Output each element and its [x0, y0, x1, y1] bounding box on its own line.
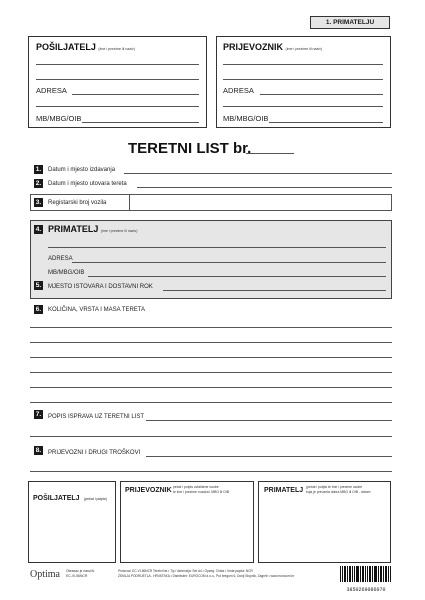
barcode — [340, 566, 392, 593]
doc-title: TERETNI LIST br. — [128, 140, 252, 157]
sender-hint: (ime i prezime ili naziv) — [98, 47, 135, 51]
signature-sender-title-text: POŠILJATELJ — [33, 495, 80, 502]
sender-line-2[interactable] — [36, 79, 199, 80]
barcode-number: 3850269086070 — [346, 587, 386, 593]
cargo-line-2[interactable] — [30, 342, 392, 343]
signature-carrier-title: PRIJEVOZNIK — [125, 487, 172, 494]
costs-line-1[interactable] — [146, 456, 392, 457]
sender-title — [36, 42, 135, 52]
row-3-number: 3. — [35, 199, 42, 206]
carrier-line-1[interactable] — [223, 64, 383, 65]
sender-id-label: MB/MBG/OIB — [36, 114, 82, 123]
signature-sender-hint: (pečat i potpis) — [84, 497, 107, 501]
signature-carrier-hint-1: pečat i potpis ovlaštene osobe — [173, 485, 219, 489]
carrier-title — [223, 42, 322, 52]
cargo-label: KOLIČINA, VRSTA I MASA TERETA — [48, 307, 146, 313]
footer-details-2: ZEMLJA PODRIJETLA - HRVATSKA • Distributer: EUROCOM d.o.o., Put bregom 6, Donji Stupnik, Zagreb • www.eurocom.hr — [118, 574, 295, 578]
recipient-title — [48, 224, 137, 234]
sender-line-1[interactable] — [36, 64, 199, 65]
cargo-line-4[interactable] — [30, 372, 392, 373]
recipient-number: 4. — [35, 226, 42, 233]
recipient-hint: (ime i prezime ili naziv) — [100, 229, 138, 233]
row-2-number: 2. — [35, 180, 42, 187]
unloading-label: MJESTO ISTOVARA I DOSTAVNI ROK — [48, 284, 153, 290]
footer-code: EC-VI-56NCR — [66, 574, 88, 578]
cargo-line-1[interactable] — [30, 327, 392, 328]
recipient-id-label: MB/MBG/OIB — [48, 270, 85, 276]
cargo-number: 6. — [35, 306, 42, 313]
costs-label: PRIJEVOZNI I DRUGI TROŠKOVI — [48, 450, 141, 456]
cargo-line-3[interactable] — [30, 357, 392, 358]
carrier-line-2[interactable] — [223, 79, 383, 80]
barcode-icon — [340, 566, 392, 582]
carrier-address-line[interactable] — [260, 94, 383, 95]
sender-id-line[interactable] — [82, 122, 199, 123]
signature-sender-title — [33, 487, 107, 505]
sender-address-label: ADRESA — [36, 86, 67, 95]
sender-address-line[interactable] — [72, 94, 199, 95]
brand-logo: Optima — [30, 569, 60, 580]
documents-number: 7. — [35, 411, 42, 418]
recipient-address-label: ADRESA — [48, 256, 73, 262]
copy-tag: 1. PRIMATELJU — [310, 16, 390, 29]
signature-recipient-title: PRIMATELJ — [264, 487, 304, 494]
recipient-id-line[interactable] — [88, 276, 386, 277]
recipient-line-1[interactable] — [48, 247, 386, 248]
unloading-line[interactable] — [163, 290, 386, 291]
recipient-title-text: PRIMATELJ — [48, 224, 99, 234]
carrier-id-line[interactable] — [269, 122, 383, 123]
carrier-id-label: MB/MBG/OIB — [223, 114, 269, 123]
sender-title-text: POŠILJATELJ — [36, 42, 96, 52]
footer-details-1: Proizvod: EC-VI-56NCR Teretni list • Tip / dimenzija: Set A4 • Opseg: 3 lista • Vrsta papira: NCR — [118, 569, 253, 573]
row-1-label: Datum i mjesto izdavanja — [48, 167, 116, 173]
cargo-line-5[interactable] — [30, 387, 392, 388]
row-2-label: Datum i mjesto utovara tereta — [48, 181, 127, 187]
carrier-title-text: PRIJEVOZNIK — [223, 42, 284, 52]
recipient-address-line[interactable] — [72, 262, 386, 263]
doc-number-line[interactable] — [246, 153, 294, 154]
row-3-label: Registarski broj vozila — [48, 200, 107, 206]
documents-line-1[interactable] — [146, 420, 392, 421]
row-3-input[interactable] — [131, 195, 391, 210]
costs-line-2[interactable] — [30, 471, 392, 472]
carrier-line-3[interactable] — [223, 106, 383, 107]
documents-label: POPIS ISPRAVA UZ TERETNI LIST — [48, 414, 145, 420]
footer-code-label: Obrazac je naručiv — [66, 569, 95, 573]
documents-line-2[interactable] — [30, 436, 392, 437]
carrier-hint: (ime i prezime ili naziv) — [285, 47, 323, 51]
row-1-line[interactable] — [124, 173, 392, 174]
carrier-address-label: ADRESA — [223, 86, 254, 95]
row-1-number: 1. — [35, 166, 42, 173]
signature-carrier-hint-2: te ime i prezime vozača i MBG ili OIB — [173, 490, 229, 494]
signature-recipient-hint-2: koja je preuzela dobra MBG ili OIB - datum — [306, 490, 371, 494]
row-2-line[interactable] — [137, 187, 392, 188]
cargo-line-6[interactable] — [30, 402, 392, 403]
sender-line-3[interactable] — [36, 106, 199, 107]
unloading-number: 5. — [35, 282, 42, 289]
signature-recipient-hint-1: (pečat i potpis te ime i prezime osobe — [306, 485, 363, 489]
costs-number: 8. — [35, 447, 42, 454]
